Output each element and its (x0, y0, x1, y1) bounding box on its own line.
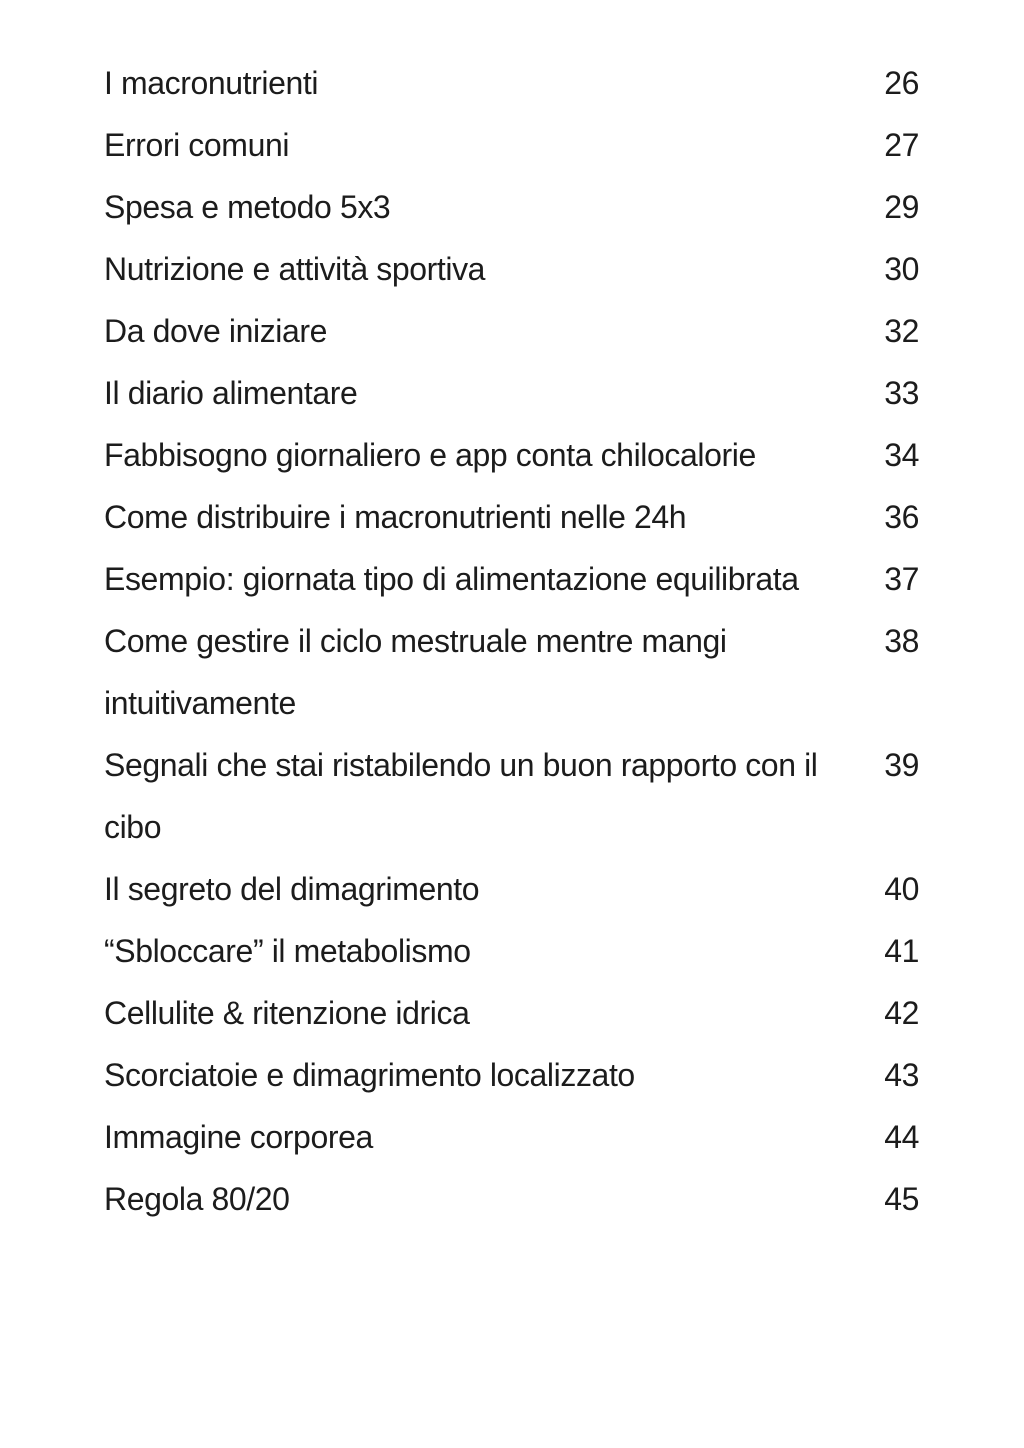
toc-entry-title: “Sbloccare” il metabolismo (104, 933, 471, 969)
toc-entry-page-number: 38 (884, 623, 919, 659)
toc-entry[interactable] (104, 858, 919, 920)
toc-entry[interactable] (104, 238, 919, 300)
toc-entry[interactable] (104, 610, 919, 734)
toc-entry-title: Il segreto del dimagrimento (104, 871, 480, 907)
toc-entry-page-number: 45 (884, 1181, 919, 1217)
toc-entry-title: Errori comuni (104, 127, 290, 163)
toc-entry-page-number: 42 (884, 995, 919, 1031)
toc-entry-title: Spesa e metodo 5x3 (104, 189, 391, 225)
toc-entry-title: Fabbisogno giornaliero e app conta chilocalorie (104, 437, 756, 473)
toc-entry[interactable] (104, 982, 919, 1044)
toc-entry[interactable] (104, 1044, 919, 1106)
toc-entry-title: Come gestire il ciclo mestruale mentre mangi intuitivamente (104, 623, 727, 721)
toc-entry-page-number: 32 (884, 313, 919, 349)
toc-entry-title: Scorciatoie e dimagrimento localizzato (104, 1057, 635, 1093)
toc-entry-page-number: 26 (884, 65, 919, 101)
toc-entry-title: Come distribuire i macronutrienti nelle 24h (104, 499, 687, 535)
toc-entry-page-number: 40 (884, 871, 919, 907)
toc-entry[interactable] (104, 52, 919, 114)
toc-entry-title: Esempio: giornata tipo di alimentazione equilibrata (104, 561, 799, 597)
toc-entry-title: Segnali che stai ristabilendo un buon rapporto con il cibo (104, 747, 818, 845)
toc-entry-page-number: 43 (884, 1057, 919, 1093)
toc-entry-page-number: 44 (884, 1119, 919, 1155)
toc-entry[interactable] (104, 1106, 919, 1168)
toc-entry[interactable] (104, 920, 919, 982)
toc-entry-title: I macronutrienti (104, 65, 319, 101)
toc-entry-title: Immagine corporea (104, 1119, 373, 1155)
toc-entry[interactable] (104, 114, 919, 176)
toc-entry[interactable] (104, 362, 919, 424)
toc-entry-title: Il diario alimentare (104, 375, 358, 411)
toc-entry[interactable] (104, 1168, 919, 1230)
toc-entry-page-number: 29 (884, 189, 919, 225)
toc-entry[interactable] (104, 486, 919, 548)
table-of-contents (104, 52, 919, 1230)
toc-entry[interactable] (104, 424, 919, 486)
toc-entry-page-number: 34 (884, 437, 919, 473)
toc-entry-page-number: 27 (884, 127, 919, 163)
toc-entry-page-number: 33 (884, 375, 919, 411)
toc-entry[interactable] (104, 176, 919, 238)
toc-entry[interactable] (104, 734, 919, 858)
toc-entry-title: Nutrizione e attività sportiva (104, 251, 486, 287)
toc-entry-page-number: 41 (884, 933, 919, 969)
toc-entry-title: Da dove iniziare (104, 313, 328, 349)
toc-entry[interactable] (104, 300, 919, 362)
toc-entry-page-number: 39 (884, 747, 919, 783)
toc-entry-page-number: 30 (884, 251, 919, 287)
toc-entry-page-number: 37 (884, 561, 919, 597)
toc-entry-title: Cellulite & ritenzione idrica (104, 995, 470, 1031)
toc-entry[interactable] (104, 548, 919, 610)
toc-entry-title: Regola 80/20 (104, 1181, 290, 1217)
toc-entry-page-number: 36 (884, 499, 919, 535)
